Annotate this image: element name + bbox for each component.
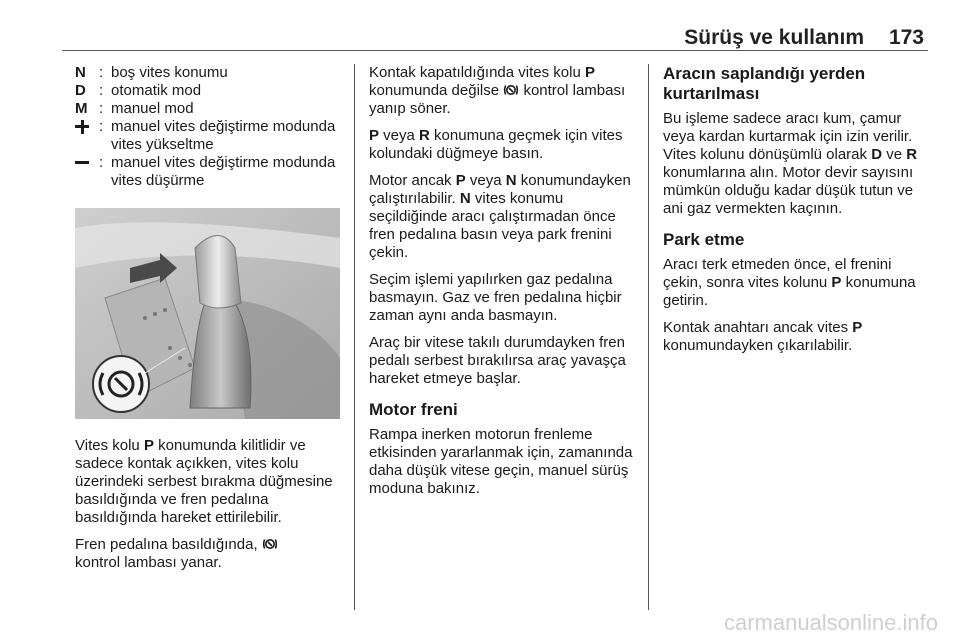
gear-lever-illustration <box>75 208 340 419</box>
gear-def-m: M : manuel mod <box>75 100 340 118</box>
section-title: Sürüş ve kullanım <box>684 26 864 49</box>
heading-motor-freni: Motor freni <box>369 400 458 419</box>
heading-recovery: Aracın saplandığı yerden kurtarılması <box>663 64 866 103</box>
paragraph: Aracı terk etmeden önce, el frenini çekin, sonra vites kolunu P konumuna getirin. <box>663 256 916 309</box>
gear-def-d: D : otomatik mod <box>75 82 340 100</box>
gear-desc: otomatik mod <box>111 82 202 99</box>
watermark: carmanualsonline.info <box>723 610 938 635</box>
paragraph: Kontak anahtarı ancak vites P konumundayken çıkarılabilir. <box>663 319 863 354</box>
paragraph: Fren pedalına basıldığında, kontrol lambası yanar. <box>75 536 340 572</box>
gear-def-n: N : boş vites konumu <box>75 64 340 82</box>
gear-desc: boş vites konumu <box>111 64 228 81</box>
column-left <box>75 64 340 581</box>
gear-key: M <box>75 100 88 117</box>
gear-def-minus: : manuel vites değiştirme modunda vites düşürme <box>75 154 340 190</box>
gear-key: N <box>75 64 86 81</box>
column-middle <box>369 64 635 507</box>
plus-icon <box>75 120 89 134</box>
gear-desc: manuel vites değiştirme modunda vites düşürme <box>111 154 336 189</box>
column-divider <box>648 64 649 610</box>
brake-warning-icon <box>503 83 519 97</box>
page-number: 173 <box>888 26 924 49</box>
page-header <box>62 24 928 51</box>
gear-desc: manuel mod <box>111 100 194 117</box>
gear-def-plus: : manuel vites değiştirme modunda vites yükseltme <box>75 118 340 154</box>
column-right <box>663 64 933 364</box>
brake-warning-icon <box>262 537 278 551</box>
paragraph: Kontak kapatıldığında vites kolu P konumunda değilse kontrol lambası yanıp söner. <box>369 64 626 117</box>
paragraph: Rampa inerken motorun frenleme etkisinden yararlanmak için, zamanında daha düşük vitese geçin, manuel sürüş moduna bakınız. <box>369 426 633 497</box>
paragraph: Seçim işlemi yapılırken gaz pedalına basmayın. Gaz ve fren pedalına hiçbir zaman aynı anda basmayın. <box>369 271 622 324</box>
gear-key: D <box>75 82 86 99</box>
paragraph: Araç bir vitese takılı durumdayken fren pedalı serbest bırakılırsa araç yavaşça hareket etmeye başlar. <box>369 334 626 387</box>
minus-icon <box>75 156 89 170</box>
paragraph: Bu işleme sadece aracı kum, çamur veya kardan kurtarmak için izin verilir. Vites kolunu dönüşümlü olarak D ve R konumlarına alın. Motor devir sayısını mümkün olduğu kadar düşük tutun ve ani gaz vermekten kaçının. <box>663 110 918 217</box>
paragraph: Motor ancak P veya N konumundayken çalıştırılabilir. N vites konumu seçildiğinde aracı çalıştırmadan önce fren pedalına basın veya park frenini çekin. <box>369 172 631 261</box>
column-divider <box>354 64 355 610</box>
heading-park-etme: Park etme <box>663 230 745 249</box>
gear-desc: manuel vites değiştirme modunda vites yükseltme <box>111 118 336 153</box>
paragraph: P veya R konumuna geçmek için vites kolundaki düğmeye basın. <box>369 127 623 162</box>
paragraph: Vites kolu P konumunda kilitlidir ve sadece kontak açıkken, vites kolu üzerindeki serbest bırakma düğmesine basıldığında ve fren pedalına basıldığında hareket ettirilebilir. <box>75 437 333 526</box>
gear-definitions <box>75 64 340 190</box>
gear-lever-image <box>75 208 340 419</box>
